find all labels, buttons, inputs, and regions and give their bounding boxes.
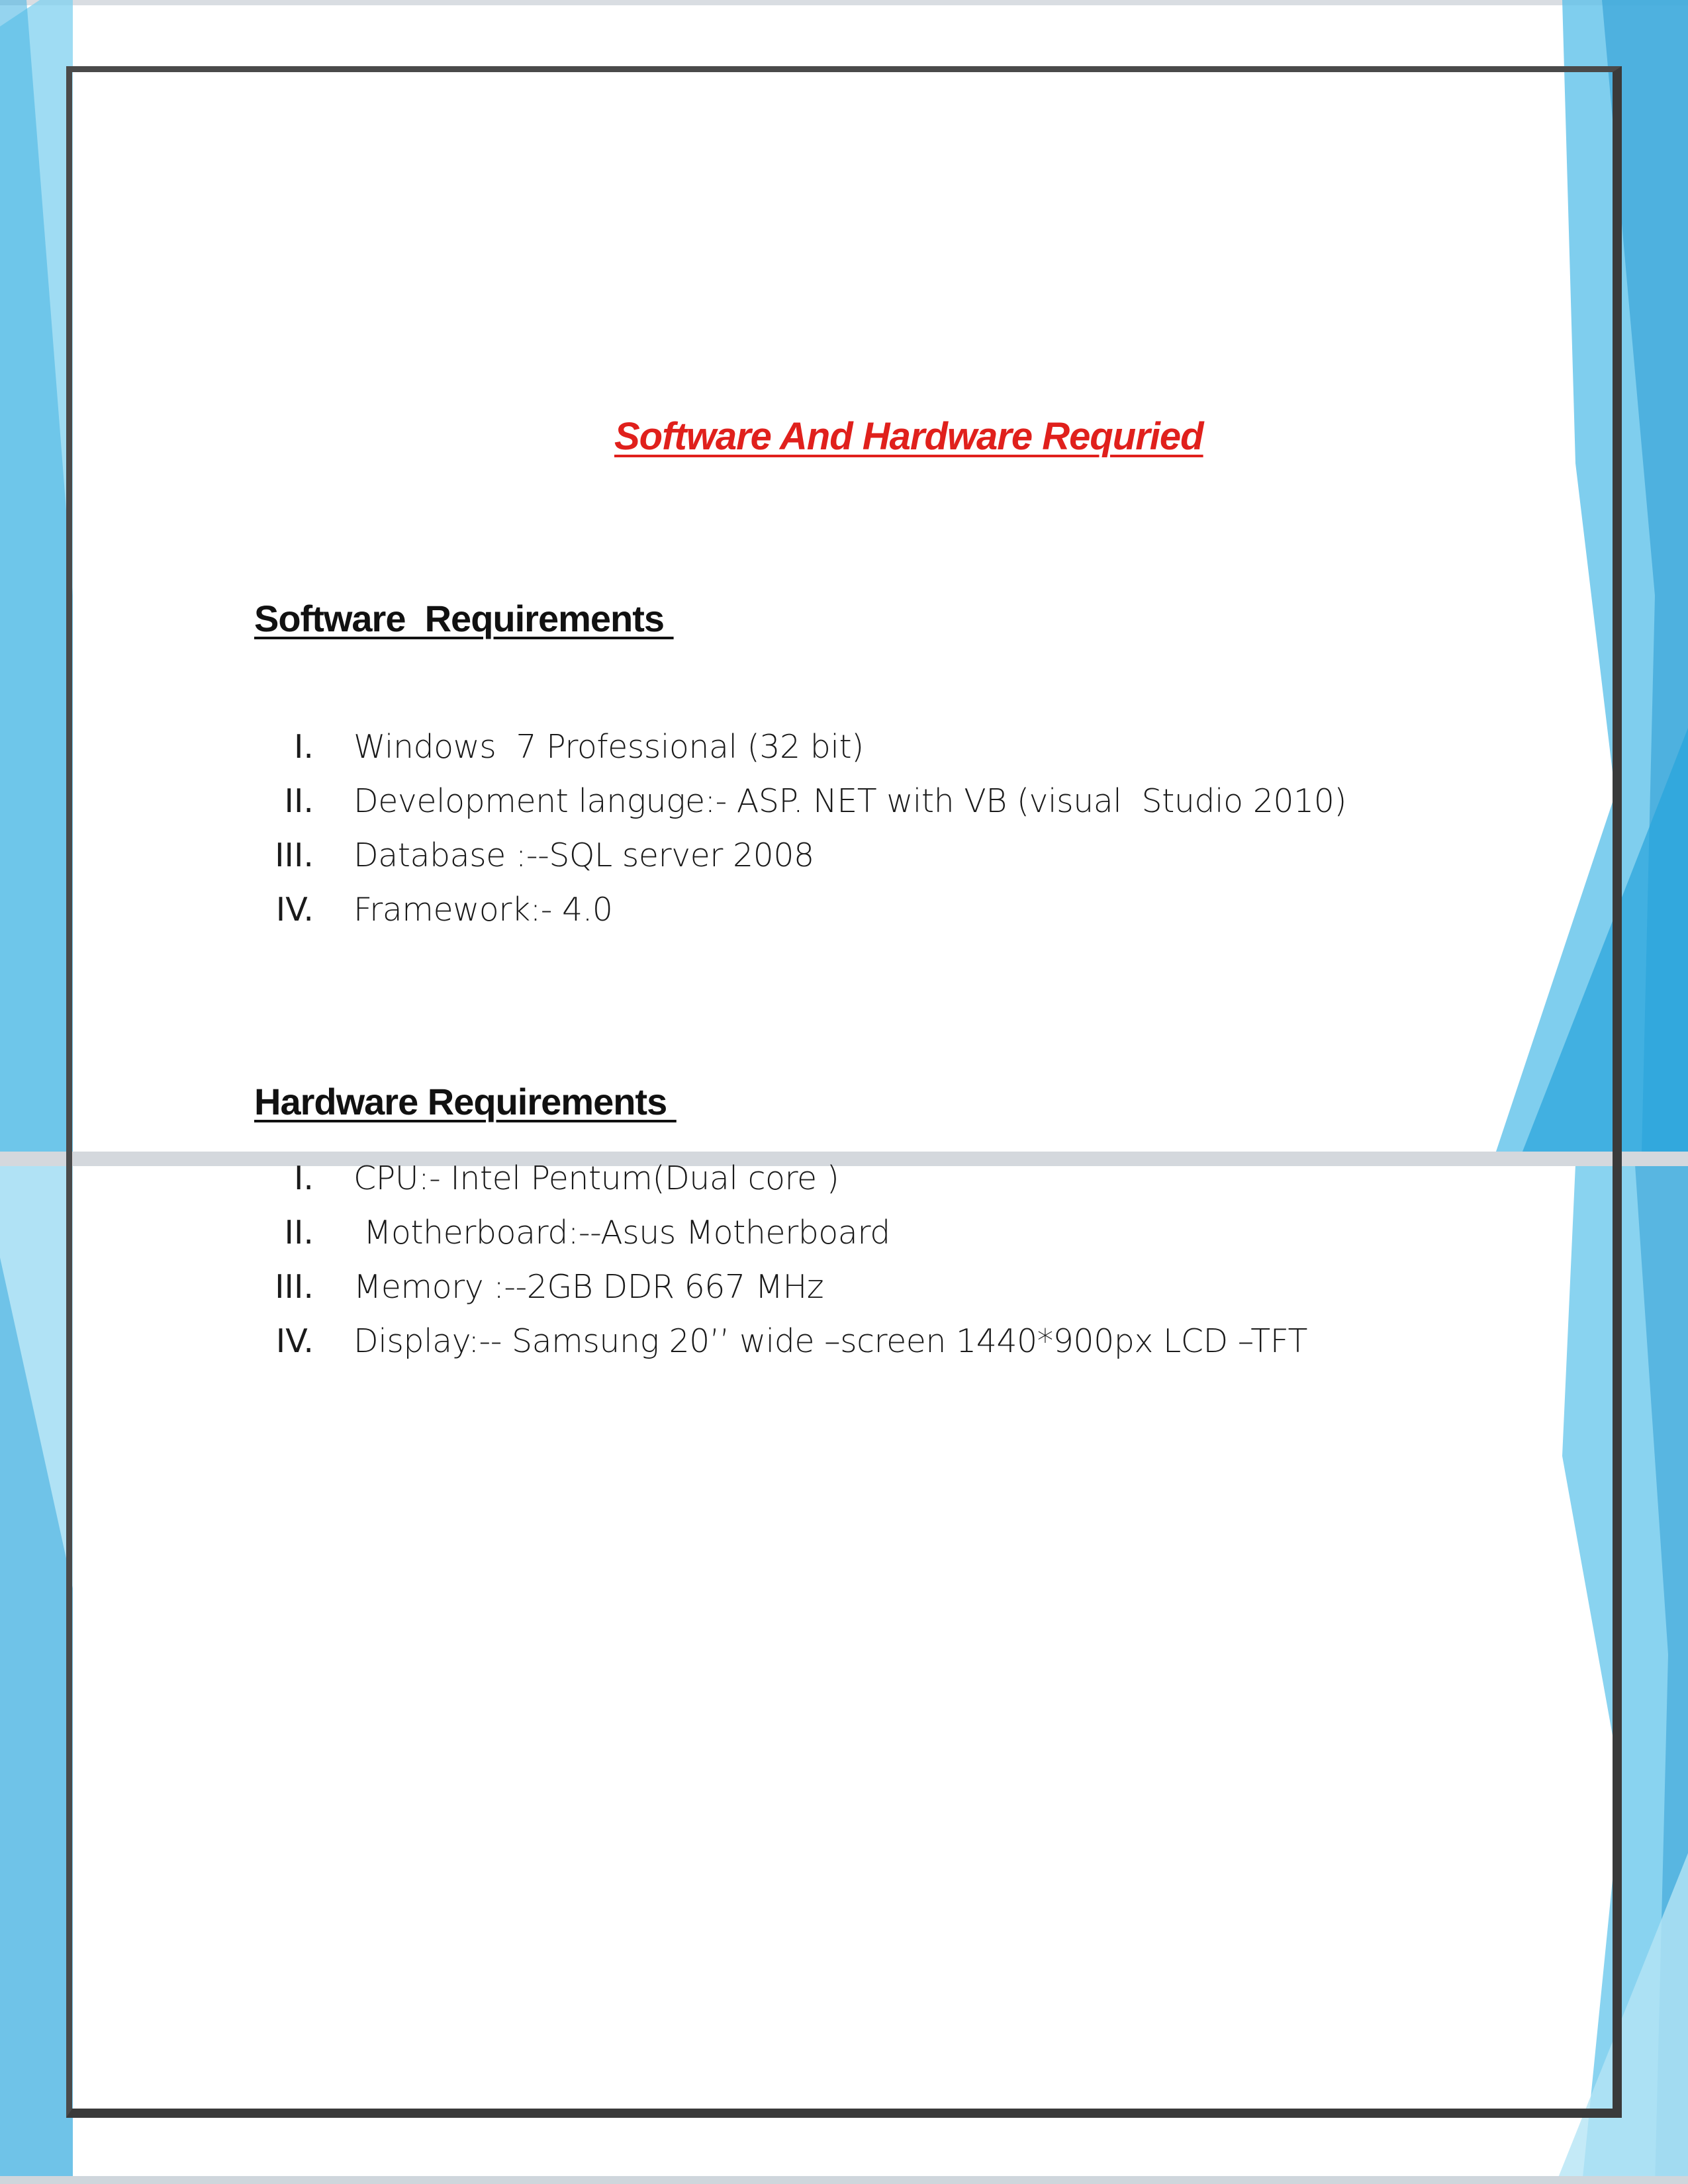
list-numeral: II. (284, 1214, 314, 1251)
list-numeral: IV. (275, 1322, 314, 1360)
list-item-text: CPU:- Intel Pentum(Dual core ) (353, 1160, 839, 1197)
list-item-text: Motherboard:--Asus Motherboard (353, 1214, 890, 1251)
list-numeral: I. (293, 728, 314, 766)
list-numeral: II. (284, 782, 314, 820)
list-item (254, 1214, 890, 1268)
list-item (254, 891, 613, 945)
hardware-requirements-list (254, 1160, 1307, 1377)
list-item-text: Display:-- Samsung 20’’ wide –screen 1440*900px LCD –TFT (353, 1322, 1307, 1360)
software-requirements-list (254, 728, 1347, 945)
list-item-text: Windows 7 Professional (32 bit) (353, 728, 864, 766)
list-item (254, 728, 864, 782)
list-item (254, 1160, 839, 1214)
list-numeral: III. (275, 837, 314, 874)
list-numeral: I. (293, 1160, 314, 1197)
list-item (254, 1268, 824, 1322)
hardware-requirements-heading: Hardware Requirements (254, 1081, 677, 1122)
list-item-text: Development languge:- ASP. NET with VB (visual Studio 2010) (353, 782, 1347, 820)
list-item-text: Memory :--2GB DDR 667 MHz (353, 1268, 824, 1306)
software-requirements-heading: Software Requirements (254, 598, 674, 639)
list-numeral: III. (275, 1268, 314, 1306)
list-numeral: IV. (275, 891, 314, 929)
list-item-text: Database :--SQL server 2008 (353, 837, 814, 874)
list-item (254, 837, 814, 891)
list-item (254, 782, 1347, 837)
list-item (254, 1322, 1307, 1377)
list-item-text: Framework:- 4.0 (353, 891, 613, 929)
document-title: Software And Hardware Requried (614, 415, 1203, 458)
